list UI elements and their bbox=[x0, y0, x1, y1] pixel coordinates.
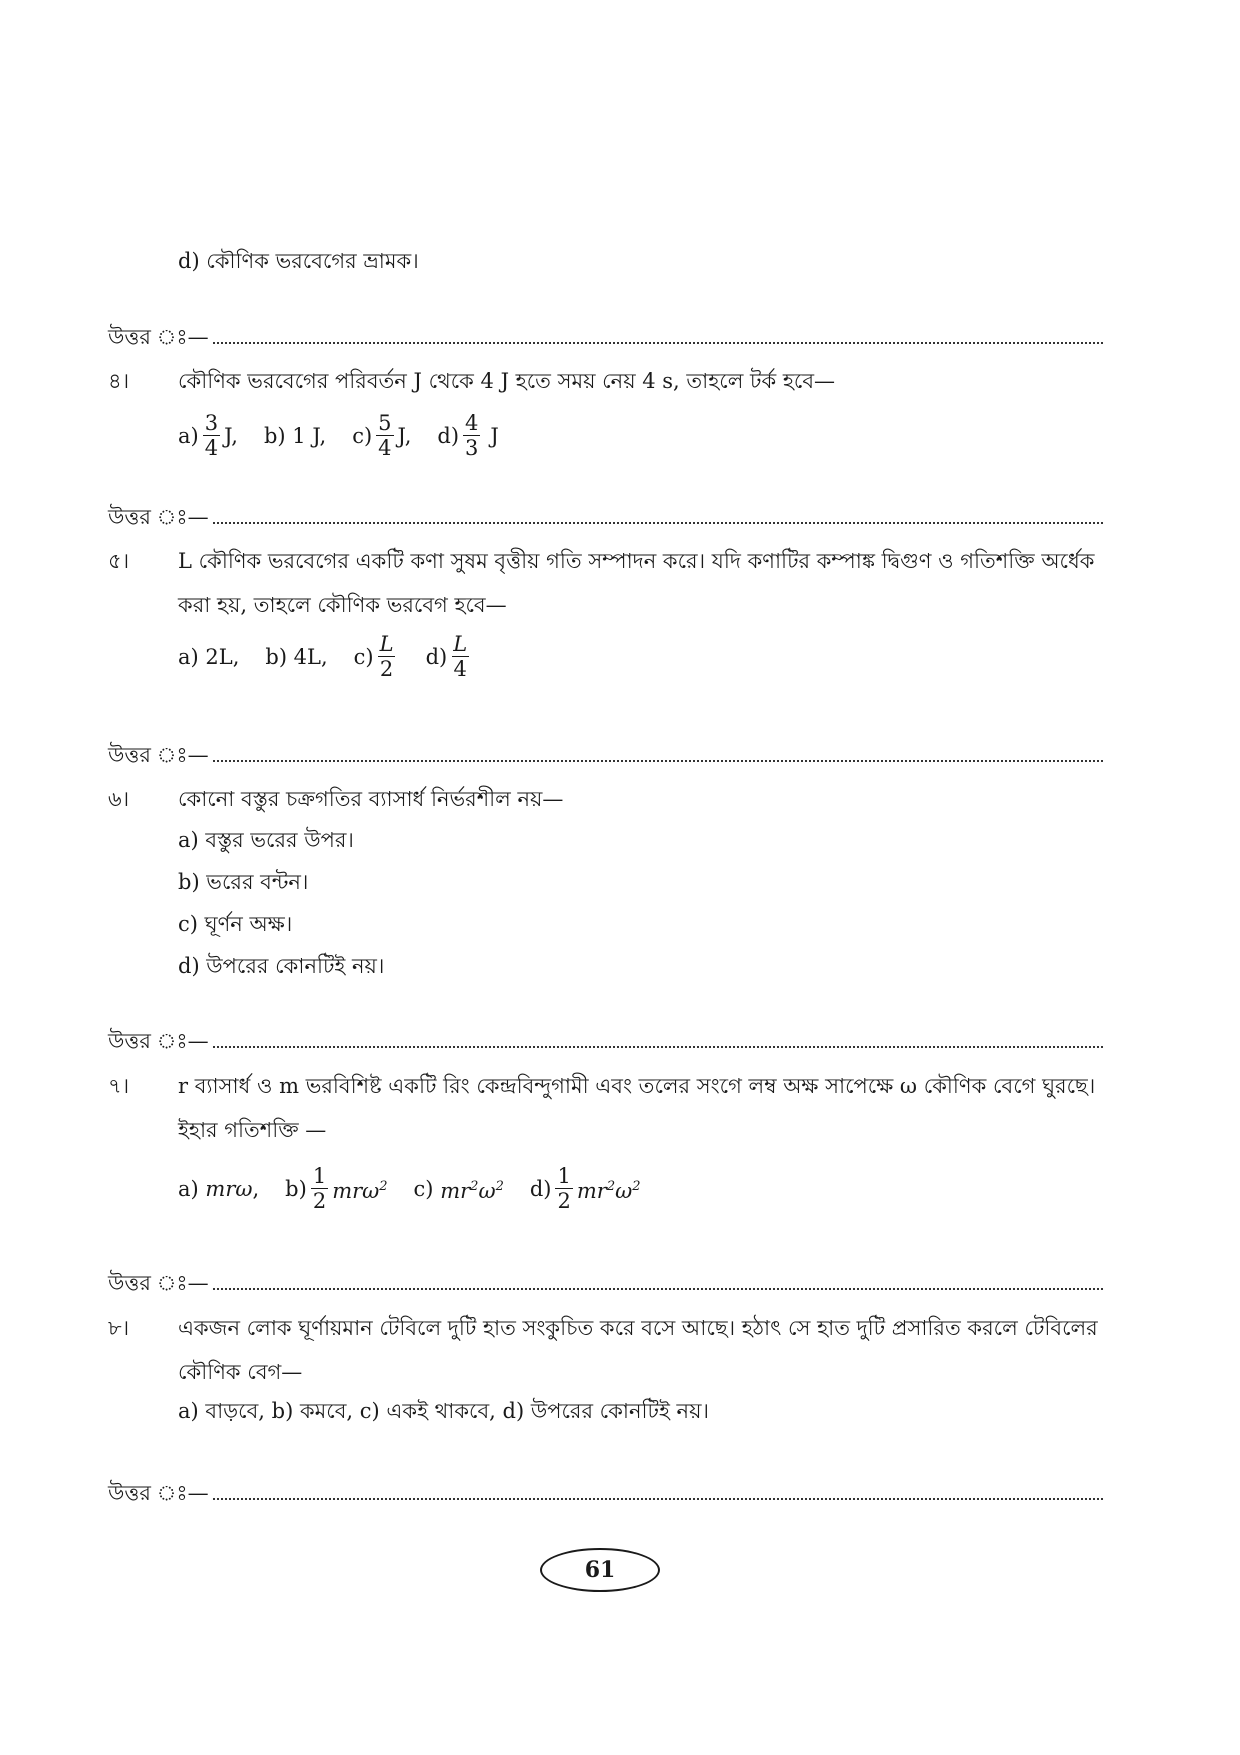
option-prefix: a) bbox=[178, 423, 199, 448]
option-prefix: d) bbox=[529, 1176, 552, 1201]
denominator: 2 bbox=[557, 1189, 571, 1213]
fraction bbox=[203, 411, 220, 460]
q4-options bbox=[178, 411, 525, 460]
expression bbox=[440, 1172, 504, 1206]
fraction bbox=[555, 1164, 572, 1213]
option-prefix: d) bbox=[425, 644, 448, 669]
denominator: 4 bbox=[453, 657, 467, 681]
q8-options[interactable]: a) বাড়বে, b) কমবে, c) একই থাকবে, d) উপরের কোনটিই নয়। bbox=[178, 1399, 709, 1423]
numerator: 4 bbox=[465, 411, 479, 435]
q6-option-c[interactable]: c) ঘূর্ণন অক্ষ। bbox=[178, 912, 293, 936]
exponent: 2 bbox=[495, 1178, 504, 1194]
q4-text: কৌণিক ভরবেগের পরিবর্তন J থেকে 4 J হতে সময় নেয় 4 s, তাহলে টর্ক হবে— bbox=[178, 369, 836, 393]
expr-text: mr bbox=[440, 1178, 471, 1203]
q6-number: ৬। bbox=[108, 787, 130, 811]
option-prefix: c) bbox=[353, 644, 374, 669]
q5-option-d[interactable] bbox=[426, 632, 474, 681]
q3-option-d: d) কৌণিক ভরবেগের ভ্রামক। bbox=[178, 249, 419, 273]
option-prefix: c) bbox=[352, 423, 373, 448]
fraction bbox=[311, 1164, 328, 1213]
exponent: 2 bbox=[379, 1178, 388, 1194]
q7-number: ৭। bbox=[108, 1074, 130, 1098]
page-number: 61 bbox=[540, 1548, 660, 1592]
q4-option-a[interactable] bbox=[178, 411, 238, 460]
exponent: 2 bbox=[606, 1178, 616, 1194]
option-prefix: c) bbox=[413, 1176, 434, 1201]
q8-text: একজন লোক ঘূর্ণায়মান টেবিলে দুটি হাত সংকুচিত করে বসে আছে। হঠাৎ সে হাত দুটি প্রসারিত করলে টেবিলের কৌণিক বেগ— bbox=[178, 1316, 1098, 1384]
numerator: 3 bbox=[204, 411, 219, 435]
expr-text: mrω bbox=[332, 1178, 380, 1203]
q5-option-c[interactable] bbox=[354, 632, 400, 681]
q4-option-d[interactable] bbox=[437, 411, 498, 460]
answer-label: উত্তর ঃ— bbox=[108, 505, 209, 529]
q7-option-d[interactable] bbox=[530, 1164, 641, 1213]
answer-dots bbox=[213, 1028, 1103, 1048]
q7-text: r ব্যাসার্ধ ও m ভরবিশিষ্ট একটি রিং কেন্দ্রবিন্দুগামী এবং তলের সংগে লম্ব অক্ষ সাপেক্ষে ω কৌণিক বেগে ঘুরছে। ইহার গতিশক্তি — bbox=[178, 1074, 1096, 1142]
denominator: 4 bbox=[204, 436, 219, 460]
exponent: 2 bbox=[470, 1178, 479, 1194]
answer-line-q4[interactable] bbox=[108, 502, 1103, 532]
unit: J, bbox=[224, 423, 238, 448]
q4-option-b[interactable]: b) 1 J, bbox=[263, 423, 327, 448]
q5-option-b[interactable]: b) 4L, bbox=[265, 644, 328, 669]
q7-options bbox=[178, 1164, 667, 1213]
answer-line-q5[interactable] bbox=[108, 740, 1103, 770]
answer-label: উত্তর ঃ— bbox=[108, 1029, 209, 1053]
answer-dots bbox=[213, 504, 1103, 524]
expr-text: mr bbox=[576, 1178, 607, 1203]
answer-label: উত্তর ঃ— bbox=[108, 1481, 209, 1505]
q5-options bbox=[178, 632, 499, 681]
expr-text: ω bbox=[615, 1178, 633, 1203]
q6-option-b[interactable]: b) ভরের বন্টন। bbox=[178, 870, 309, 894]
unit: J, bbox=[397, 423, 412, 448]
q6-option-a[interactable]: a) বস্তুর ভরের উপর। bbox=[178, 828, 354, 852]
q5-number: ৫। bbox=[108, 549, 130, 573]
exponent: 2 bbox=[632, 1178, 641, 1194]
numerator: L bbox=[379, 632, 394, 656]
answer-line-q7[interactable] bbox=[108, 1268, 1103, 1298]
denominator: 2 bbox=[312, 1189, 327, 1213]
fraction bbox=[451, 632, 469, 681]
fraction bbox=[378, 632, 396, 681]
q7-option-a[interactable]: a) mrω , bbox=[178, 1174, 259, 1204]
q5-option-a[interactable]: a) 2L, bbox=[178, 644, 240, 669]
answer-dots bbox=[213, 742, 1103, 762]
denominator: 4 bbox=[378, 436, 392, 460]
numerator: 1 bbox=[557, 1164, 571, 1188]
q7-option-c[interactable] bbox=[414, 1172, 504, 1206]
answer-label: উত্তর ঃ— bbox=[108, 325, 209, 349]
option-prefix: a) bbox=[178, 1176, 199, 1201]
answer-line-q3[interactable] bbox=[108, 322, 1103, 352]
fraction bbox=[376, 411, 393, 460]
q8-number: ৮। bbox=[108, 1316, 130, 1340]
answer-dots bbox=[213, 1480, 1103, 1500]
answer-line-q8[interactable] bbox=[108, 1478, 1103, 1508]
option-prefix: b) bbox=[285, 1176, 307, 1201]
answer-label: উত্তর ঃ— bbox=[108, 1271, 209, 1295]
answer-dots bbox=[213, 1270, 1103, 1290]
expression bbox=[332, 1172, 387, 1206]
answer-dots bbox=[213, 324, 1103, 344]
option-prefix: d) bbox=[437, 423, 460, 448]
q4-number: ৪। bbox=[108, 369, 130, 393]
expression bbox=[577, 1172, 641, 1206]
q6-option-d[interactable]: d) উপরের কোনটিই নয়। bbox=[178, 954, 385, 978]
unit: J bbox=[490, 423, 499, 448]
q6-text: কোনো বস্তুর চক্রগতির ব্যাসার্ধ নির্ভরশীল নয়— bbox=[178, 787, 564, 811]
numerator: 5 bbox=[378, 411, 392, 435]
q4-option-c[interactable] bbox=[352, 411, 411, 460]
q5-text: L কৌণিক ভরবেগের একটি কণা সুষম বৃত্তীয় গতি সম্পাদন করে। যদি কণাটির কম্পাঙ্ক দ্বিগুণ ও গতিশক্তি অর্ধেক করা হয়, তাহলে কৌণিক ভরবেগ হবে— bbox=[178, 549, 1095, 617]
expression: mrω bbox=[205, 1176, 253, 1201]
denominator: 3 bbox=[465, 436, 479, 460]
q7-option-b[interactable] bbox=[285, 1164, 387, 1213]
numerator: 1 bbox=[312, 1164, 327, 1188]
answer-label: উত্তর ঃ— bbox=[108, 743, 209, 767]
denominator: 2 bbox=[379, 657, 394, 681]
expr-text: ω bbox=[478, 1178, 496, 1203]
answer-line-q6[interactable] bbox=[108, 1026, 1103, 1056]
numerator: L bbox=[453, 632, 468, 656]
fraction bbox=[463, 411, 480, 460]
